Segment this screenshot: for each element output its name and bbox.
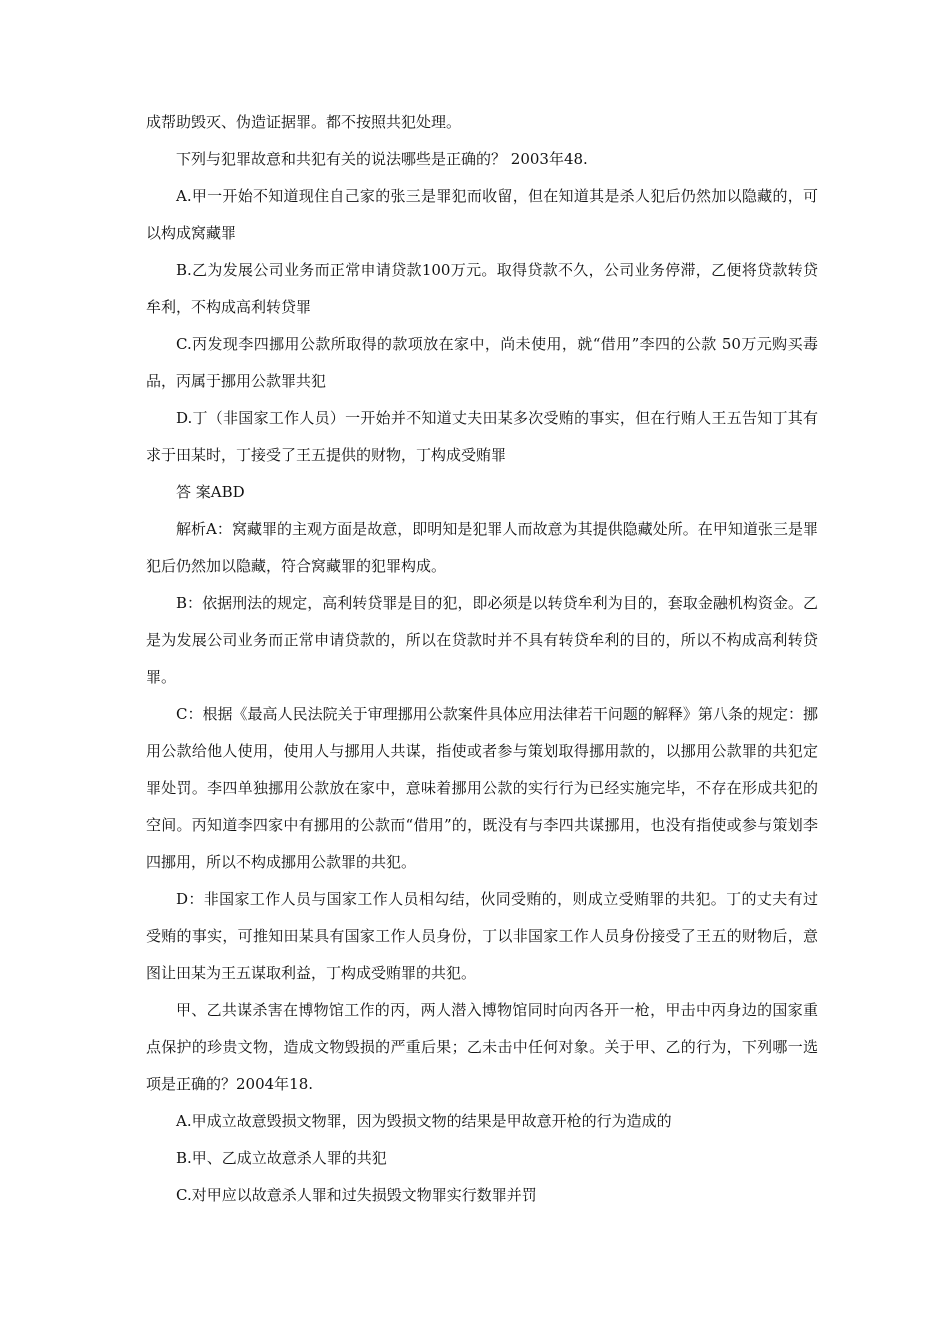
paragraph-continuation: 成帮助毁灭、伪造证据罪。都不按照共犯处理。 <box>146 113 462 131</box>
analysis-b: B：依据刑法的规定，高利转贷罪是目的犯，即必须是以转贷牟利为目的，套取金融机构资金。乙是为发展公司业务而正常申请贷款的，所以在贷款时并不具有转贷牟利的目的，所以不构成高利转贷罪。 <box>146 594 818 686</box>
option-d: D.丁（非国家工作人员）一开始并不知道丈夫田某多次受贿的事实，但在行贿人王五告知丁其有求于田某时，丁接受了王五提供的财物，丁构成受贿罪 <box>146 409 818 464</box>
document-body <box>146 104 818 1214</box>
answer-line: 答 案ABD <box>176 483 245 501</box>
option-a-2004: A.甲成立故意毁损文物罪，因为毁损文物的结果是甲故意开枪的行为造成的 <box>176 1112 672 1130</box>
analysis-d: D：非国家工作人员与国家工作人员相勾结，伙同受贿的，则成立受贿罪的共犯。丁的丈夫有过受贿的事实，可推知田某具有国家工作人员身份，丁以非国家工作人员身份接受了王五的财物后，意图让田某为王五谋取利益，丁构成受贿罪的共犯。 <box>146 890 818 982</box>
analysis-c: C：根据《最高人民法院关于审理挪用公款案件具体应用法律若干问题的解释》第八条的规定：挪用公款给他人使用，使用人与挪用人共谋，指使或者参与策划取得挪用款的，以挪用公款罪的共犯定罪处罚。李四单独挪用公款放在家中，意味着挪用公款的实行行为已经实施完毕，不存在形成共犯的空间。丙知道李四家中有挪用的公款而“借用”的，既没有与李四共谋挪用，也没有指使或参与策划李四挪用，所以不构成挪用公款罪的共犯。 <box>146 705 818 871</box>
option-b: B.乙为发展公司业务而正常申请贷款100万元。取得贷款不久，公司业务停滞，乙便将贷款转贷牟利，不构成高利转贷罪 <box>146 261 818 316</box>
question-2003-48-stem: 下列与犯罪故意和共犯有关的说法哪些是正确的？ 2003年48. <box>176 150 588 168</box>
option-b-2004: B.甲、乙成立故意杀人罪的共犯 <box>176 1149 387 1167</box>
option-c-2004: C.对甲应以故意杀人罪和过失损毁文物罪实行数罪并罚 <box>176 1186 537 1204</box>
option-a: A.甲一开始不知道现住自己家的张三是罪犯而收留，但在知道其是杀人犯后仍然加以隐藏的，可以构成窝藏罪 <box>146 187 818 242</box>
question-2004-18-stem: 甲、乙共谋杀害在博物馆工作的丙，两人潜入博物馆同时向丙各开一枪，甲击中丙身边的国家重点保护的珍贵文物，造成文物毁损的严重后果；乙未击中任何对象。关于甲、乙的行为，下列哪一选项是正确的？2004年18. <box>146 1001 818 1093</box>
analysis-a: 解析A：窝藏罪的主观方面是故意，即明知是犯罪人而故意为其提供隐藏处所。在甲知道张三是罪犯后仍然加以隐藏，符合窝藏罪的犯罪构成。 <box>146 520 818 575</box>
option-c: C.丙发现李四挪用公款所取得的款项放在家中，尚未使用，就“借用”李四的公款 50万元购买毒品，丙属于挪用公款罪共犯 <box>146 335 818 390</box>
